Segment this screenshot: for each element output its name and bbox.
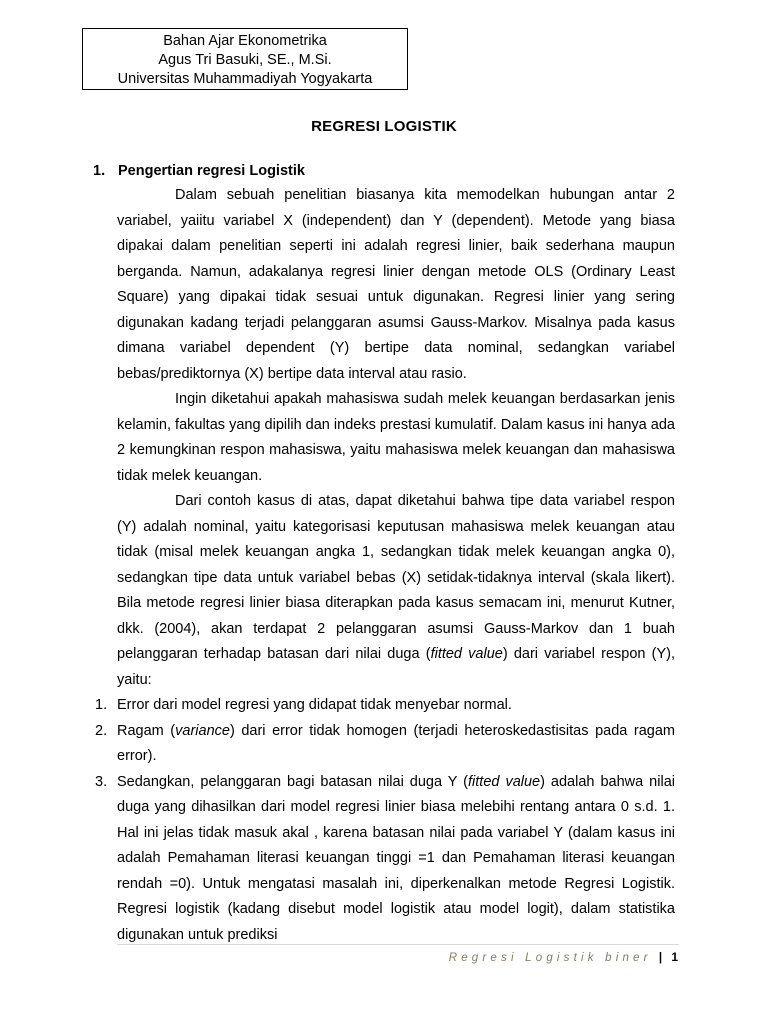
list-item: [95, 770, 675, 949]
list-item-number: 1.: [95, 697, 108, 713]
paragraph-3-text-a: Dari contoh kasus di atas, dapat diketahui bahwa tipe data variabel respon (Y) adalah nominal, yaitu kategorisasi keputusan mahasiswa melek keuangan atau tidak (misal melek keuangan angka 1, sedangkan tidak melek keuangan angka 0), sedangkan tipe data untuk variabel bebas (X) setidak-tidaknya interval (skala likert). Bila metode regresi linier biasa diterapkan pada kasus semacam ini, menurut Kutner, dkk. (2004), akan terdapat 2 pelanggaran asumsi Gauss-Markov dan 1 buah pelanggaran terhadap batasan dari nilai duga (: [117, 493, 675, 662]
list-item-text: ) dari error tidak homogen (terjadi heteroskedastisitas pada ragam error).: [117, 722, 675, 764]
list-item-text: ) adalah bahwa nilai duga yang dihasilkan dari model regresi linier biasa melebihi rentang antara 0 s.d. 1. Hal ini jelas tidak masuk akal , karena batasan nilai pada variabel Y (dalam kasus ini adalah Pemahaman literasi keuangan tinggi =1 dan Pemahaman literasi keuangan rendah =0). Untuk mengatasi masalah ini, diperkenalkan metode Regresi Logistik. Regresi logistik (kadang disebut model logistik atau model logit), dalam statistika digunakan untuk prediksi: [117, 773, 675, 943]
page-footer: [449, 950, 678, 964]
violations-list: [95, 693, 675, 948]
footer-divider: [117, 944, 679, 945]
section-heading-text: Pengertian regresi Logistik: [118, 163, 305, 179]
university-name: Universitas Muhammadiyah Yogyakarta: [117, 71, 373, 87]
page-title: REGRESI LOGISTIK: [311, 118, 457, 135]
list-item-italic: fitted value: [468, 773, 541, 790]
page-number: 1: [671, 950, 678, 964]
paragraph-1: Dalam sebuah penelitian biasanya kita memodelkan hubungan antar 2 variabel, yaiitu variabel X (independent) dan Y (dependent). Metode yang biasa dipakai dalam penelitian seperti ini adalah regresi linier, baik sederhana maupun berganda. Namun, adakalanya regresi linier dengan metode OLS (Ordinary Least Square) yang dipakai tidak sesuai untuk digunakan. Regresi linier yang sering digunakan kadang terjadi pelanggaran asumsi Gauss-Markov. Misalnya pada kasus dimana variabel dependent (Y) bertipe data nominal, sedangkan variabel bebas/prediktornya (X) bertipe data interval atau rasio.: [117, 187, 675, 382]
list-item-number: 3.: [95, 773, 108, 790]
list-item-number: 2.: [95, 722, 108, 739]
footer-document-title: Regresi Logistik biner: [448, 952, 652, 964]
list-item: [95, 693, 675, 719]
document-body: [95, 183, 676, 948]
footer-separator: |: [658, 952, 663, 964]
paragraph-2: Ingin diketahui apakah mahasiswa sudah melek keuangan berdasarkan jenis kelamin, fakultas yang dipilih dan indeks prestasi kumulatif. Dalam kasus ini hanya ada 2 kemungkinan respon mahasiswa, yaitu mahasiswa melek keuangan dan mahasiswa tidak melek keuangan.: [117, 391, 675, 484]
list-item-text: Ragam (: [117, 722, 176, 739]
document-header-box: [82, 28, 408, 90]
section-number: 1.: [93, 163, 106, 179]
paragraph-3-text-b: ) dari variabel respon (Y), yaitu:: [117, 646, 676, 688]
author-name: Agus Tri Basuki, SE., M.Si.: [158, 52, 332, 68]
list-item-text: Error dari model regresi yang didapat tidak menyebar normal.: [117, 697, 512, 713]
paragraph-3-italic: fitted value: [430, 646, 503, 662]
paragraph-3: [117, 489, 675, 693]
list-item-text: Sedangkan, pelanggaran bagi batasan nilai duga Y (: [117, 773, 469, 790]
list-item: [95, 719, 675, 770]
section-heading: [93, 163, 305, 179]
course-title: Bahan Ajar Ekonometrika: [163, 33, 327, 49]
list-item-italic: variance: [175, 722, 230, 739]
